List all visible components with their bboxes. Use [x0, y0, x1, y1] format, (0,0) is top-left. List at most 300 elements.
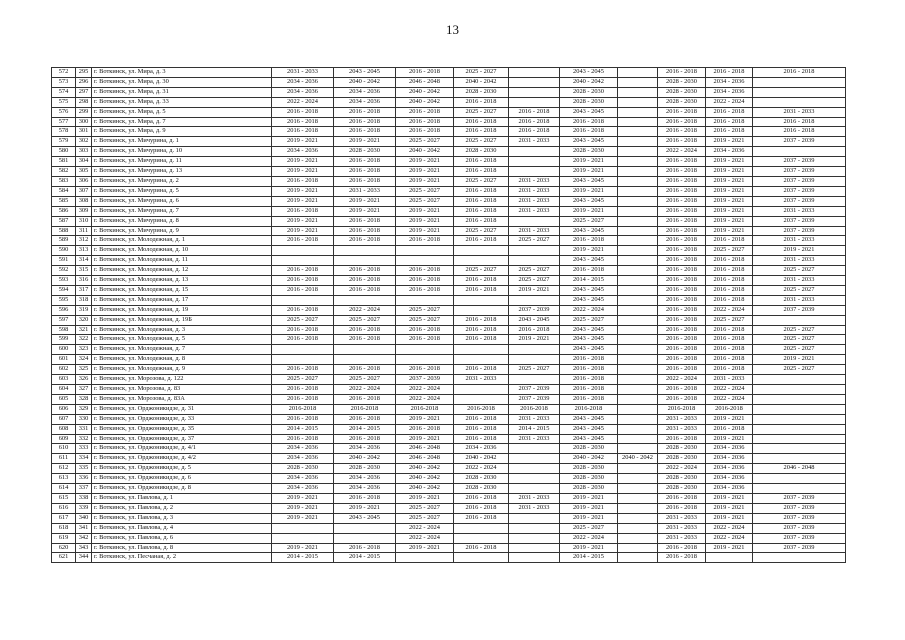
- period-cell: 2028 - 2030: [454, 474, 509, 484]
- row-number-cell: 585: [52, 196, 76, 206]
- period-cell: 2016 - 2018: [658, 543, 706, 553]
- period-cell: [618, 385, 658, 395]
- period-cell: 2019 - 2021: [396, 176, 454, 186]
- period-cell: [618, 147, 658, 157]
- period-cell: 2022 - 2024: [706, 385, 753, 395]
- address-cell: г. Воткинск, ул. Мичурина, д. 11: [92, 157, 272, 167]
- house-number-cell: 335: [76, 464, 92, 474]
- period-cell: [753, 434, 846, 444]
- period-cell: 2016 - 2018: [334, 335, 396, 345]
- address-cell: г. Воткинск, ул. Мичурина, д. 10: [92, 147, 272, 157]
- table-row: [52, 404, 846, 414]
- period-cell: [753, 424, 846, 434]
- period-cell: 2016 - 2018: [658, 236, 706, 246]
- house-number-cell: 326: [76, 375, 92, 385]
- period-cell: 2019 - 2021: [272, 186, 334, 196]
- period-cell: 2016 - 2018: [658, 345, 706, 355]
- period-cell: 2028 - 2030: [658, 474, 706, 484]
- house-number-cell: 329: [76, 404, 92, 414]
- period-cell: 2025 - 2027: [334, 375, 396, 385]
- period-cell: 2034 - 2036: [706, 474, 753, 484]
- period-cell: 2028 - 2030: [658, 444, 706, 454]
- table-row: [52, 464, 846, 474]
- address-cell: г. Воткинск, ул. Орджоникидзе, д. 6: [92, 474, 272, 484]
- period-cell: 2016 - 2018: [272, 414, 334, 424]
- period-cell: 2019 - 2021: [560, 167, 618, 177]
- table-row: [52, 474, 846, 484]
- period-cell: [618, 167, 658, 177]
- period-cell: 2043 - 2045: [560, 424, 618, 434]
- period-cell: 2031 - 2033: [454, 375, 509, 385]
- table-row: [52, 484, 846, 494]
- address-cell: г. Воткинск, ул. Мира, д. 3: [92, 68, 272, 78]
- period-cell: 2014 - 2015: [560, 276, 618, 286]
- period-cell: 2019 - 2021: [560, 493, 618, 503]
- period-cell: 2016 - 2018: [454, 186, 509, 196]
- period-cell: 2016 - 2018: [658, 157, 706, 167]
- address-cell: г. Воткинск, ул. Мичурина, д. 5: [92, 186, 272, 196]
- table-row: [52, 355, 846, 365]
- period-cell: 2016 - 2018: [509, 107, 560, 117]
- period-cell: 2031 - 2033: [658, 513, 706, 523]
- period-cell: [618, 345, 658, 355]
- period-cell: 2016 - 2018: [454, 325, 509, 335]
- period-cell: 2016 - 2018: [396, 276, 454, 286]
- row-number-cell: 594: [52, 285, 76, 295]
- period-cell: [618, 513, 658, 523]
- period-cell: 2025 - 2027: [396, 513, 454, 523]
- house-number-cell: 328: [76, 394, 92, 404]
- period-cell: 2025 - 2027: [396, 305, 454, 315]
- period-cell: 2031 - 2033: [658, 424, 706, 434]
- period-cell: [509, 345, 560, 355]
- period-cell: 2025 - 2027: [706, 246, 753, 256]
- row-number-cell: 582: [52, 167, 76, 177]
- period-cell: 2016 - 2018: [753, 68, 846, 78]
- period-cell: 2016-2018: [706, 404, 753, 414]
- period-cell: [618, 365, 658, 375]
- row-number-cell: 596: [52, 305, 76, 315]
- period-cell: 2016 - 2018: [396, 325, 454, 335]
- row-number-cell: 578: [52, 127, 76, 137]
- address-cell: г. Воткинск, ул. Мичурина, д. 6: [92, 196, 272, 206]
- period-cell: 2016 - 2018: [658, 127, 706, 137]
- table-row: [52, 365, 846, 375]
- period-cell: [618, 87, 658, 97]
- period-cell: 2016 - 2018: [396, 68, 454, 78]
- row-number-cell: 609: [52, 434, 76, 444]
- period-cell: 2022 - 2024: [334, 385, 396, 395]
- house-number-cell: 320: [76, 315, 92, 325]
- period-cell: [454, 523, 509, 533]
- table-row: [52, 186, 846, 196]
- period-cell: 2037 - 2039: [753, 543, 846, 553]
- period-cell: [618, 553, 658, 563]
- period-cell: [509, 256, 560, 266]
- period-cell: 2028 - 2030: [560, 97, 618, 107]
- period-cell: 2016 - 2018: [560, 266, 618, 276]
- period-cell: 2037 - 2039: [509, 385, 560, 395]
- table-row: [52, 305, 846, 315]
- period-cell: [618, 256, 658, 266]
- period-cell: 2025 - 2027: [753, 365, 846, 375]
- period-cell: [334, 523, 396, 533]
- period-cell: 2016 - 2018: [396, 285, 454, 295]
- period-cell: 2016 - 2018: [509, 117, 560, 127]
- period-cell: [618, 117, 658, 127]
- period-cell: 2016 - 2018: [334, 127, 396, 137]
- table-row: [52, 523, 846, 533]
- table-row: [52, 533, 846, 543]
- period-cell: 2040 - 2042: [560, 454, 618, 464]
- row-number-cell: 595: [52, 295, 76, 305]
- period-cell: 2016 - 2018: [509, 325, 560, 335]
- period-cell: 2022 - 2024: [658, 147, 706, 157]
- period-cell: 2019 - 2021: [272, 137, 334, 147]
- period-cell: [618, 68, 658, 78]
- period-cell: [454, 345, 509, 355]
- period-cell: 2028 - 2030: [334, 464, 396, 474]
- period-cell: 2028 - 2030: [560, 444, 618, 454]
- table-row: [52, 147, 846, 157]
- period-cell: 2043 - 2045: [560, 107, 618, 117]
- period-cell: 2019 - 2021: [396, 216, 454, 226]
- period-cell: [509, 375, 560, 385]
- row-number-cell: 607: [52, 414, 76, 424]
- period-cell: 2031 - 2033: [753, 236, 846, 246]
- period-cell: 2016 - 2018: [454, 335, 509, 345]
- period-cell: 2043 - 2045: [560, 137, 618, 147]
- row-number-cell: 612: [52, 464, 76, 474]
- period-cell: 2016 - 2018: [334, 543, 396, 553]
- period-cell: 2016 - 2018: [334, 176, 396, 186]
- period-cell: 2034 - 2036: [334, 474, 396, 484]
- period-cell: [334, 345, 396, 355]
- period-cell: 2016 - 2018: [658, 107, 706, 117]
- period-cell: [618, 315, 658, 325]
- table-row: [52, 77, 846, 87]
- period-cell: 2016 - 2018: [396, 127, 454, 137]
- period-cell: 2016 - 2018: [334, 365, 396, 375]
- period-cell: 2025 - 2027: [334, 315, 396, 325]
- period-cell: 2019 - 2021: [706, 176, 753, 186]
- period-cell: [618, 206, 658, 216]
- period-cell: [618, 325, 658, 335]
- period-cell: 2022 - 2024: [658, 375, 706, 385]
- table-row: [52, 285, 846, 295]
- period-cell: 2016 - 2018: [706, 355, 753, 365]
- period-cell: 2025 - 2027: [396, 186, 454, 196]
- period-cell: 2019 - 2021: [706, 167, 753, 177]
- house-number-cell: 333: [76, 444, 92, 454]
- address-cell: г. Воткинск, ул. Морозова, д. 122: [92, 375, 272, 385]
- period-cell: 2019 - 2021: [272, 493, 334, 503]
- period-cell: [753, 147, 846, 157]
- period-cell: [618, 305, 658, 315]
- address-cell: г. Воткинск, ул. Павлова, д. 1: [92, 493, 272, 503]
- period-cell: 2028 - 2030: [658, 454, 706, 464]
- address-cell: г. Воткинск, ул. Орджоникидзе, д. 33: [92, 414, 272, 424]
- period-cell: 2016 - 2018: [272, 365, 334, 375]
- period-cell: 2016 - 2018: [753, 127, 846, 137]
- period-cell: 2016 - 2018: [396, 365, 454, 375]
- house-number-cell: 319: [76, 305, 92, 315]
- row-number-cell: 606: [52, 404, 76, 414]
- period-cell: 2028 - 2030: [560, 87, 618, 97]
- period-cell: 2031 - 2033: [658, 523, 706, 533]
- period-cell: 2016 - 2018: [396, 236, 454, 246]
- row-number-cell: 592: [52, 266, 76, 276]
- period-cell: 2043 - 2045: [334, 513, 396, 523]
- row-number-cell: 579: [52, 137, 76, 147]
- period-cell: 2016 - 2018: [706, 345, 753, 355]
- period-cell: [396, 553, 454, 563]
- period-cell: 2031 - 2033: [272, 68, 334, 78]
- period-cell: 2019 - 2021: [560, 186, 618, 196]
- period-cell: [618, 295, 658, 305]
- period-cell: 2034 - 2036: [706, 147, 753, 157]
- period-cell: 2016 - 2018: [272, 266, 334, 276]
- table-row: [52, 493, 846, 503]
- period-cell: 2016-2018: [454, 404, 509, 414]
- table-row: [52, 127, 846, 137]
- period-cell: 2022 - 2024: [706, 523, 753, 533]
- repair-schedule-table: [51, 67, 846, 563]
- table-row: [52, 206, 846, 216]
- table-row: [52, 236, 846, 246]
- table-row: [52, 87, 846, 97]
- period-cell: 2016 - 2018: [658, 325, 706, 335]
- period-cell: 2031 - 2033: [706, 375, 753, 385]
- period-cell: 2016 - 2018: [658, 167, 706, 177]
- house-number-cell: 322: [76, 335, 92, 345]
- table-row: [52, 295, 846, 305]
- period-cell: 2016 - 2018: [658, 117, 706, 127]
- period-cell: 2014 - 2015: [272, 424, 334, 434]
- period-cell: 2028 - 2030: [334, 147, 396, 157]
- house-number-cell: 308: [76, 196, 92, 206]
- period-cell: 2016 - 2018: [658, 315, 706, 325]
- period-cell: 2019 - 2021: [560, 157, 618, 167]
- row-number-cell: 597: [52, 315, 76, 325]
- period-cell: 2019 - 2021: [706, 414, 753, 424]
- period-cell: 2019 - 2021: [272, 503, 334, 513]
- period-cell: 2040 - 2042: [396, 87, 454, 97]
- row-number-cell: 608: [52, 424, 76, 434]
- period-cell: [396, 256, 454, 266]
- period-cell: 2034 - 2036: [272, 474, 334, 484]
- table-row: [52, 196, 846, 206]
- period-cell: [618, 434, 658, 444]
- period-cell: 2025 - 2027: [454, 226, 509, 236]
- address-cell: г. Воткинск, ул. Молодежная, д. 8: [92, 355, 272, 365]
- period-cell: 2019 - 2021: [272, 157, 334, 167]
- period-cell: 2016-2018: [509, 404, 560, 414]
- period-cell: 2037 - 2039: [509, 305, 560, 315]
- period-cell: 2031 - 2033: [509, 434, 560, 444]
- period-cell: 2016 - 2018: [454, 513, 509, 523]
- period-cell: 2037 - 2039: [753, 305, 846, 315]
- period-cell: 2016 - 2018: [334, 157, 396, 167]
- address-cell: г. Воткинск, ул. Орджоникидзе, д. 5: [92, 464, 272, 474]
- period-cell: 2034 - 2036: [272, 77, 334, 87]
- period-cell: 2028 - 2030: [560, 484, 618, 494]
- period-cell: 2019 - 2021: [272, 543, 334, 553]
- address-cell: г. Воткинск, ул. Морозова, д. 83А: [92, 394, 272, 404]
- address-cell: г. Воткинск, ул. Мичурина, д. 9: [92, 226, 272, 236]
- period-cell: 2016 - 2018: [454, 414, 509, 424]
- period-cell: 2037 - 2039: [753, 176, 846, 186]
- period-cell: 2040 - 2042: [396, 147, 454, 157]
- period-cell: 2022 - 2024: [396, 533, 454, 543]
- period-cell: [454, 355, 509, 365]
- period-cell: 2016 - 2018: [560, 375, 618, 385]
- period-cell: [753, 484, 846, 494]
- period-cell: 2016 - 2018: [706, 236, 753, 246]
- period-cell: [272, 295, 334, 305]
- table-row: [52, 454, 846, 464]
- house-number-cell: 321: [76, 325, 92, 335]
- period-cell: 2016 - 2018: [706, 365, 753, 375]
- period-cell: [618, 335, 658, 345]
- period-cell: 2043 - 2045: [560, 295, 618, 305]
- period-cell: [272, 246, 334, 256]
- period-cell: 2016 - 2018: [272, 117, 334, 127]
- house-number-cell: 311: [76, 226, 92, 236]
- period-cell: 2025 - 2027: [753, 345, 846, 355]
- period-cell: 2016 - 2018: [454, 276, 509, 286]
- period-cell: 2019 - 2021: [753, 355, 846, 365]
- period-cell: 2016 - 2018: [272, 394, 334, 404]
- period-cell: 2037 - 2039: [753, 157, 846, 167]
- period-cell: 2016 - 2018: [658, 246, 706, 256]
- period-cell: 2016 - 2018: [560, 394, 618, 404]
- period-cell: [618, 474, 658, 484]
- period-cell: [618, 246, 658, 256]
- period-cell: 2019 - 2021: [334, 196, 396, 206]
- period-cell: [334, 246, 396, 256]
- period-cell: 2019 - 2021: [706, 543, 753, 553]
- period-cell: 2031 - 2033: [658, 533, 706, 543]
- period-cell: 2016 - 2018: [509, 127, 560, 137]
- period-cell: 2025 - 2027: [509, 266, 560, 276]
- period-cell: 2031 - 2033: [753, 256, 846, 266]
- period-cell: 2016 - 2018: [334, 117, 396, 127]
- period-cell: 2031 - 2033: [509, 414, 560, 424]
- address-cell: г. Воткинск, ул. Мичурина, д. 1: [92, 137, 272, 147]
- address-cell: г. Воткинск, ул. Орджоникидзе, д. 4/1: [92, 444, 272, 454]
- period-cell: 2016 - 2018: [706, 295, 753, 305]
- period-cell: 2016 - 2018: [658, 196, 706, 206]
- period-cell: 2025 - 2027: [396, 315, 454, 325]
- period-cell: [618, 285, 658, 295]
- period-cell: 2037 - 2039: [753, 137, 846, 147]
- period-cell: [618, 375, 658, 385]
- period-cell: 2016 - 2018: [396, 335, 454, 345]
- table-row: [52, 266, 846, 276]
- period-cell: 2031 - 2033: [509, 206, 560, 216]
- period-cell: 2019 - 2021: [706, 186, 753, 196]
- page-number: 13: [446, 22, 459, 37]
- period-cell: 2016-2018: [272, 404, 334, 414]
- table-row: [52, 424, 846, 434]
- period-cell: 2016 - 2018: [658, 295, 706, 305]
- period-cell: 2019 - 2021: [396, 226, 454, 236]
- period-cell: 2022 - 2024: [396, 394, 454, 404]
- period-cell: [618, 157, 658, 167]
- period-cell: [618, 503, 658, 513]
- period-cell: [618, 394, 658, 404]
- house-number-cell: 296: [76, 77, 92, 87]
- period-cell: 2028 - 2030: [560, 147, 618, 157]
- period-cell: [509, 543, 560, 553]
- address-cell: г. Воткинск, ул. Павлова, д. 6: [92, 533, 272, 543]
- period-cell: 2016 - 2018: [396, 117, 454, 127]
- period-cell: [509, 246, 560, 256]
- address-cell: г. Воткинск, ул. Мира, д. 31: [92, 87, 272, 97]
- period-cell: 2043 - 2045: [560, 325, 618, 335]
- period-cell: 2016 - 2018: [334, 236, 396, 246]
- period-cell: 2016 - 2018: [272, 276, 334, 286]
- period-cell: 2019 - 2021: [396, 206, 454, 216]
- period-cell: 2031 - 2033: [509, 493, 560, 503]
- period-cell: 2025 - 2027: [753, 325, 846, 335]
- house-number-cell: 325: [76, 365, 92, 375]
- period-cell: 2016 - 2018: [560, 127, 618, 137]
- table-row: [52, 157, 846, 167]
- period-cell: [618, 226, 658, 236]
- period-cell: [509, 157, 560, 167]
- period-cell: 2016-2018: [658, 404, 706, 414]
- period-cell: [454, 256, 509, 266]
- period-cell: [509, 464, 560, 474]
- row-number-cell: 620: [52, 543, 76, 553]
- address-cell: г. Воткинск, ул. Песчаная, д. 2: [92, 553, 272, 563]
- period-cell: 2016 - 2018: [658, 176, 706, 186]
- period-cell: 2037 - 2039: [396, 375, 454, 385]
- period-cell: 2016 - 2018: [658, 285, 706, 295]
- period-cell: [509, 295, 560, 305]
- period-cell: [618, 216, 658, 226]
- period-cell: 2016 - 2018: [658, 385, 706, 395]
- period-cell: 2025 - 2027: [454, 176, 509, 186]
- period-cell: 2031 - 2033: [658, 414, 706, 424]
- address-cell: г. Воткинск, ул. Мичурина, д. 7: [92, 206, 272, 216]
- period-cell: 2025 - 2027: [454, 107, 509, 117]
- period-cell: 2016 - 2018: [454, 365, 509, 375]
- period-cell: 2016 - 2018: [334, 167, 396, 177]
- house-number-cell: 318: [76, 295, 92, 305]
- house-number-cell: 330: [76, 414, 92, 424]
- period-cell: 2022 - 2024: [560, 533, 618, 543]
- period-cell: 2016 - 2018: [658, 216, 706, 226]
- period-cell: [272, 256, 334, 266]
- address-cell: г. Воткинск, ул. Молодежная, д. 19Б: [92, 315, 272, 325]
- row-number-cell: 615: [52, 493, 76, 503]
- period-cell: 2034 - 2036: [272, 87, 334, 97]
- period-cell: 2028 - 2030: [658, 87, 706, 97]
- period-cell: 2022 - 2024: [706, 533, 753, 543]
- row-number-cell: 572: [52, 68, 76, 78]
- house-number-cell: 338: [76, 493, 92, 503]
- period-cell: 2025 - 2027: [753, 266, 846, 276]
- period-cell: 2016 - 2018: [454, 434, 509, 444]
- row-number-cell: 586: [52, 206, 76, 216]
- address-cell: г. Воткинск, ул. Молодежная, д. 11: [92, 256, 272, 266]
- period-cell: [396, 355, 454, 365]
- period-cell: 2037 - 2039: [753, 226, 846, 236]
- period-cell: 2016 - 2018: [334, 325, 396, 335]
